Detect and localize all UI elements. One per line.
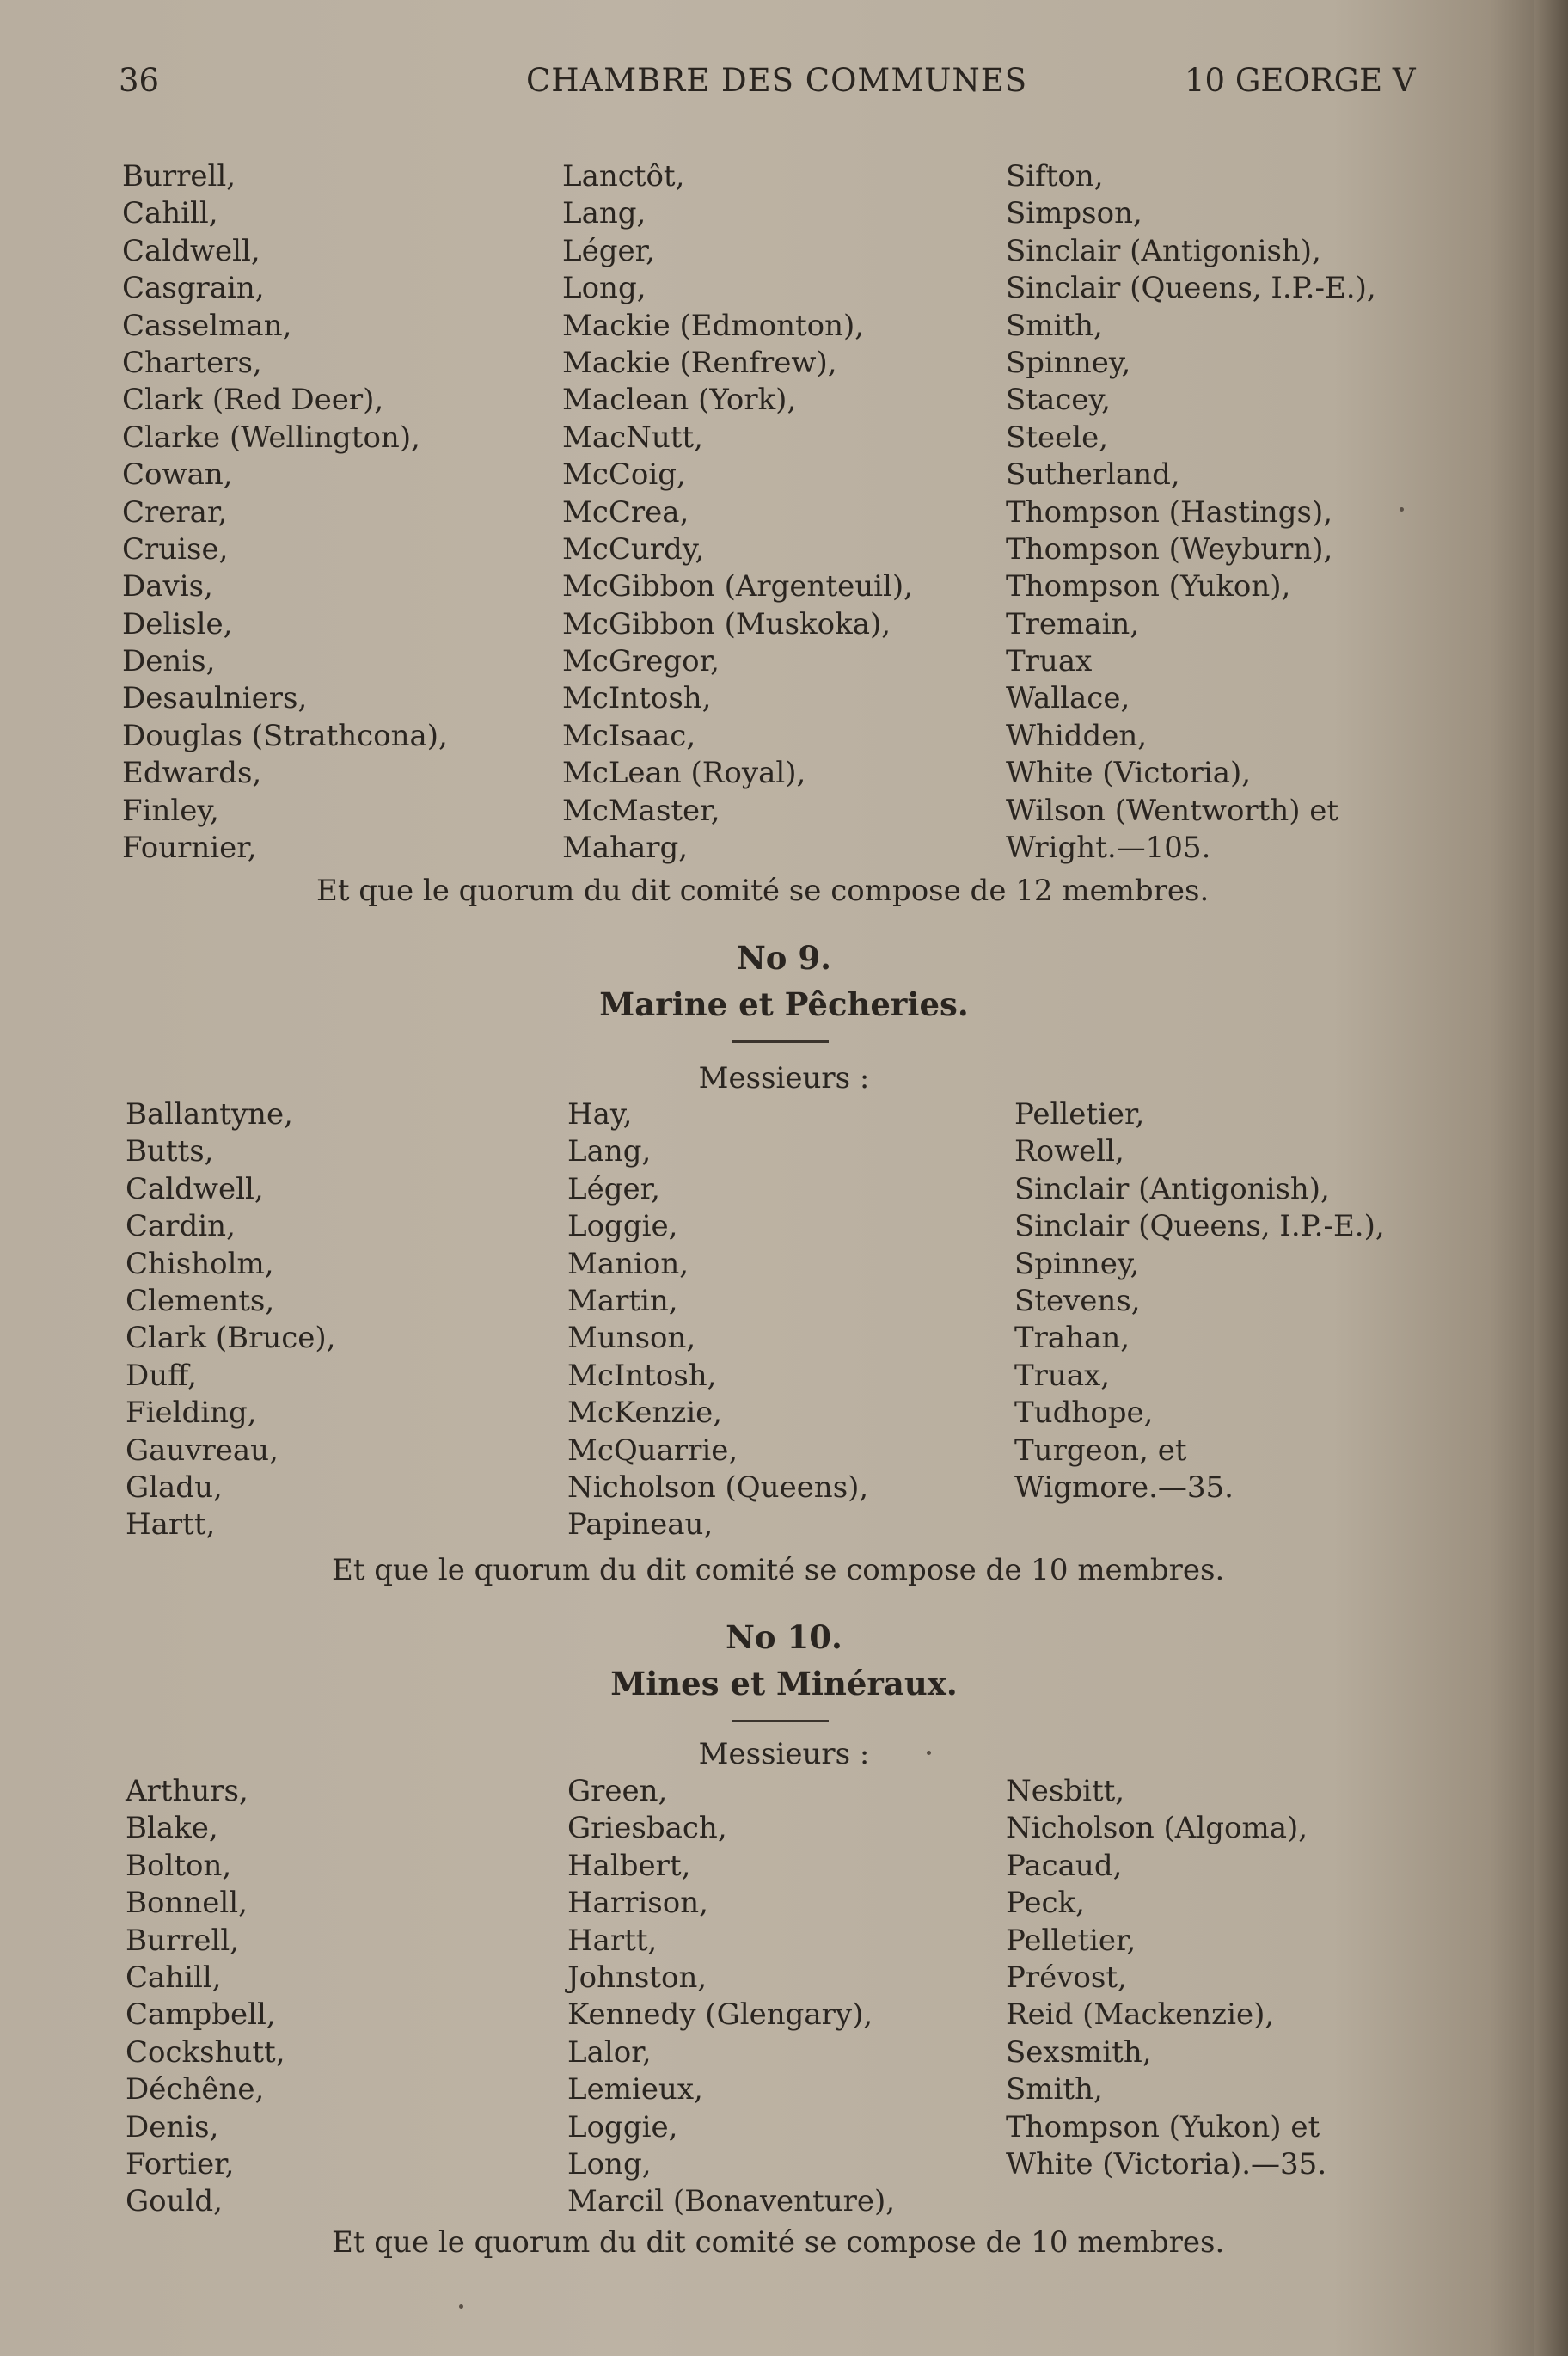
member-name: Clark (Red Deer), xyxy=(122,383,384,418)
section10-col1 xyxy=(126,1773,285,2221)
member-name: Griesbach, xyxy=(567,1811,727,1846)
member-name: Duff, xyxy=(126,1358,197,1393)
member-name: Cahill, xyxy=(122,196,218,231)
member-name: Simpson, xyxy=(1006,196,1142,231)
member-name: Gould, xyxy=(126,2184,223,2219)
member-name: Pelletier, xyxy=(1006,1923,1136,1958)
member-name: Wilson (Wentworth) et xyxy=(1006,793,1339,828)
section9-divider xyxy=(732,1040,829,1043)
section9-number: No 9. xyxy=(736,939,831,977)
member-name: Spinney, xyxy=(1014,1246,1140,1281)
member-name: Thompson (Yukon) et xyxy=(1006,2109,1320,2144)
member-name: Desaulniers, xyxy=(122,681,308,716)
member-name: Johnston, xyxy=(567,1960,707,1995)
member-name: Prévost, xyxy=(1006,1960,1127,1995)
member-name: Burrell, xyxy=(122,159,236,193)
member-name: Long, xyxy=(567,2146,652,2181)
member-name: Cockshutt, xyxy=(126,2034,285,2070)
section10-number: No 10. xyxy=(726,1618,842,1656)
member-name: Chisholm, xyxy=(126,1246,274,1281)
member-name: Hay, xyxy=(567,1097,633,1132)
member-name: Munson, xyxy=(567,1321,696,1356)
section9-col3 xyxy=(1014,1096,1385,1506)
member-name: Thompson (Yukon), xyxy=(1006,569,1291,604)
member-name: Wigmore.—35. xyxy=(1014,1469,1234,1505)
member-name: Sinclair (Antigonish), xyxy=(1014,1171,1330,1206)
member-name: Smith, xyxy=(1006,2072,1103,2108)
member-name: Fielding, xyxy=(126,1396,257,1431)
member-name: Burrell, xyxy=(126,1923,240,1958)
member-name: Crerar, xyxy=(122,494,228,530)
member-name: Caldwell, xyxy=(126,1171,264,1206)
member-name: Maharg, xyxy=(562,831,689,866)
section10-col3 xyxy=(1006,1773,1326,2183)
member-name: Wright.—105. xyxy=(1006,831,1211,866)
member-name: Blake, xyxy=(126,1811,218,1846)
member-name: Edwards, xyxy=(122,756,262,791)
member-name: Smith, xyxy=(1006,308,1103,343)
member-name: Cowan, xyxy=(122,457,233,493)
section8-quorum: Et que le quorum du dit comité se compose de 12 membres. xyxy=(316,874,1210,908)
member-name: Campbell, xyxy=(126,1997,276,2033)
paper-speck xyxy=(927,1751,931,1755)
member-name: Cahill, xyxy=(126,1960,222,1995)
section10-title: Mines et Minéraux. xyxy=(610,1665,958,1703)
member-name: White (Victoria), xyxy=(1006,756,1252,791)
member-name: Lanctôt, xyxy=(562,159,685,193)
member-name: Sinclair (Queens, I.P.-E.), xyxy=(1014,1209,1385,1244)
member-name: Bolton, xyxy=(126,1848,232,1883)
member-name: Fournier, xyxy=(122,831,257,866)
member-name: Reid (Mackenzie), xyxy=(1006,1997,1275,2033)
running-title: CHAMBRE DES COMMUNES xyxy=(526,62,1028,99)
member-name: Gladu, xyxy=(126,1469,223,1505)
member-name: Turgeon, et xyxy=(1014,1433,1187,1468)
running-head-right: 10 GEORGE V xyxy=(1185,62,1416,99)
member-name: Casselman, xyxy=(122,308,292,343)
member-name: Marcil (Bonaventure), xyxy=(567,2184,896,2219)
member-name: Long, xyxy=(562,271,646,306)
member-name: Casgrain, xyxy=(122,271,265,306)
member-name: Truax, xyxy=(1014,1358,1111,1393)
member-name: Martin, xyxy=(567,1283,678,1318)
section8-col3 xyxy=(1006,158,1376,867)
member-name: Denis, xyxy=(122,644,216,679)
member-name: Papineau, xyxy=(567,1507,714,1543)
member-name: Nicholson (Queens), xyxy=(567,1469,869,1505)
member-name: McCoig, xyxy=(562,457,686,493)
section9-title: Marine et Pêcheries. xyxy=(599,985,969,1023)
member-name: McLean (Royal), xyxy=(562,756,806,791)
member-name: Bonnell, xyxy=(126,1886,248,1921)
member-name: MacNutt, xyxy=(562,420,703,455)
section9-quorum: Et que le quorum du dit comité se compose de 10 membres. xyxy=(332,1553,1225,1587)
section10-messieurs: Messieurs : xyxy=(698,1737,870,1771)
member-name: Tudhope, xyxy=(1014,1396,1154,1431)
member-name: Sexsmith, xyxy=(1006,2034,1152,2070)
page-edge xyxy=(1534,0,1568,2356)
member-name: Peck, xyxy=(1006,1886,1085,1921)
member-name: McIntosh, xyxy=(562,681,712,716)
member-name: Thompson (Hastings), xyxy=(1006,494,1333,530)
member-name: Clements, xyxy=(126,1283,275,1318)
member-name: Rowell, xyxy=(1014,1134,1124,1169)
member-name: Caldwell, xyxy=(122,233,260,268)
member-name: Kennedy (Glengary), xyxy=(567,1997,873,2033)
member-name: Harrison, xyxy=(567,1886,708,1921)
member-name: Steele, xyxy=(1006,420,1108,455)
member-name: Clark (Bruce), xyxy=(126,1321,336,1356)
member-name: Stevens, xyxy=(1014,1283,1141,1318)
member-name: Stacey, xyxy=(1006,383,1111,418)
member-name: Finley, xyxy=(122,793,219,828)
member-name: Pelletier, xyxy=(1014,1097,1145,1132)
section10-col2 xyxy=(567,1773,895,2221)
member-name: Mackie (Edmonton), xyxy=(562,308,865,343)
member-name: Hartt, xyxy=(126,1507,216,1543)
member-name: Wallace, xyxy=(1006,681,1130,716)
section9-messieurs: Messieurs : xyxy=(698,1061,870,1095)
member-name: Léger, xyxy=(567,1171,660,1206)
member-name: Sifton, xyxy=(1006,159,1104,193)
section8-col1 xyxy=(122,158,448,867)
member-name: Clarke (Wellington), xyxy=(122,420,420,455)
member-name: Davis, xyxy=(122,569,213,604)
paper-speck xyxy=(1400,507,1404,512)
member-name: Thompson (Weyburn), xyxy=(1006,531,1333,567)
member-name: Delisle, xyxy=(122,606,233,641)
paper-speck xyxy=(459,2304,463,2309)
member-name: Déchêne, xyxy=(126,2072,265,2108)
member-name: Lang, xyxy=(567,1134,652,1169)
member-name: McGregor, xyxy=(562,644,720,679)
member-name: White (Victoria).—35. xyxy=(1006,2146,1327,2181)
member-name: Pacaud, xyxy=(1006,1848,1123,1883)
member-name: Nesbitt, xyxy=(1006,1774,1125,1808)
member-name: McKenzie, xyxy=(567,1396,723,1431)
member-name: Cardin, xyxy=(126,1209,236,1244)
member-name: Truax xyxy=(1006,644,1093,679)
member-name: Gauvreau, xyxy=(126,1433,279,1468)
member-name: Arthurs, xyxy=(126,1774,248,1808)
member-name: Sinclair (Antigonish), xyxy=(1006,233,1321,268)
member-name: Trahan, xyxy=(1014,1321,1130,1356)
member-name: Lalor, xyxy=(567,2034,652,2070)
member-name: McIntosh, xyxy=(567,1358,717,1393)
section10-divider xyxy=(732,1720,829,1722)
member-name: Mackie (Renfrew), xyxy=(562,345,837,380)
member-name: McGibbon (Argenteuil), xyxy=(562,569,913,604)
member-name: McIsaac, xyxy=(562,718,696,753)
page-header xyxy=(0,62,1568,105)
member-name: McCurdy, xyxy=(562,531,705,567)
section9-col1 xyxy=(126,1096,335,1544)
member-name: Butts, xyxy=(126,1134,214,1169)
member-name: Fortier, xyxy=(126,2146,235,2181)
member-name: Manion, xyxy=(567,1246,689,1281)
section10-quorum: Et que le quorum du dit comité se compose de 10 membres. xyxy=(332,2225,1225,2260)
member-name: McMaster, xyxy=(562,793,720,828)
member-name: Lang, xyxy=(562,196,646,231)
member-name: Loggie, xyxy=(567,2109,678,2144)
member-name: Green, xyxy=(567,1774,668,1808)
member-name: Spinney, xyxy=(1006,345,1131,380)
member-name: Nicholson (Algoma), xyxy=(1006,1811,1308,1846)
member-name: Ballantyne, xyxy=(126,1097,293,1132)
member-name: McGibbon (Muskoka), xyxy=(562,606,891,641)
section8-col2 xyxy=(562,158,913,867)
member-name: Tremain, xyxy=(1006,606,1140,641)
member-name: Lemieux, xyxy=(567,2072,703,2108)
member-name: Charters, xyxy=(122,345,262,380)
member-name: Maclean (York), xyxy=(562,383,797,418)
member-name: McCrea, xyxy=(562,494,689,530)
member-name: Cruise, xyxy=(122,531,229,567)
member-name: Loggie, xyxy=(567,1209,678,1244)
member-name: Hartt, xyxy=(567,1923,658,1958)
member-name: Sutherland, xyxy=(1006,457,1180,493)
member-name: Halbert, xyxy=(567,1848,691,1883)
page-number: 36 xyxy=(119,62,160,99)
member-name: Whidden, xyxy=(1006,718,1148,753)
member-name: Douglas (Strathcona), xyxy=(122,718,448,753)
member-name: McQuarrie, xyxy=(567,1433,738,1468)
member-name: Denis, xyxy=(126,2109,219,2144)
section9-col2 xyxy=(567,1096,868,1544)
member-name: Sinclair (Queens, I.P.-E.), xyxy=(1006,271,1376,306)
member-name: Léger, xyxy=(562,233,655,268)
